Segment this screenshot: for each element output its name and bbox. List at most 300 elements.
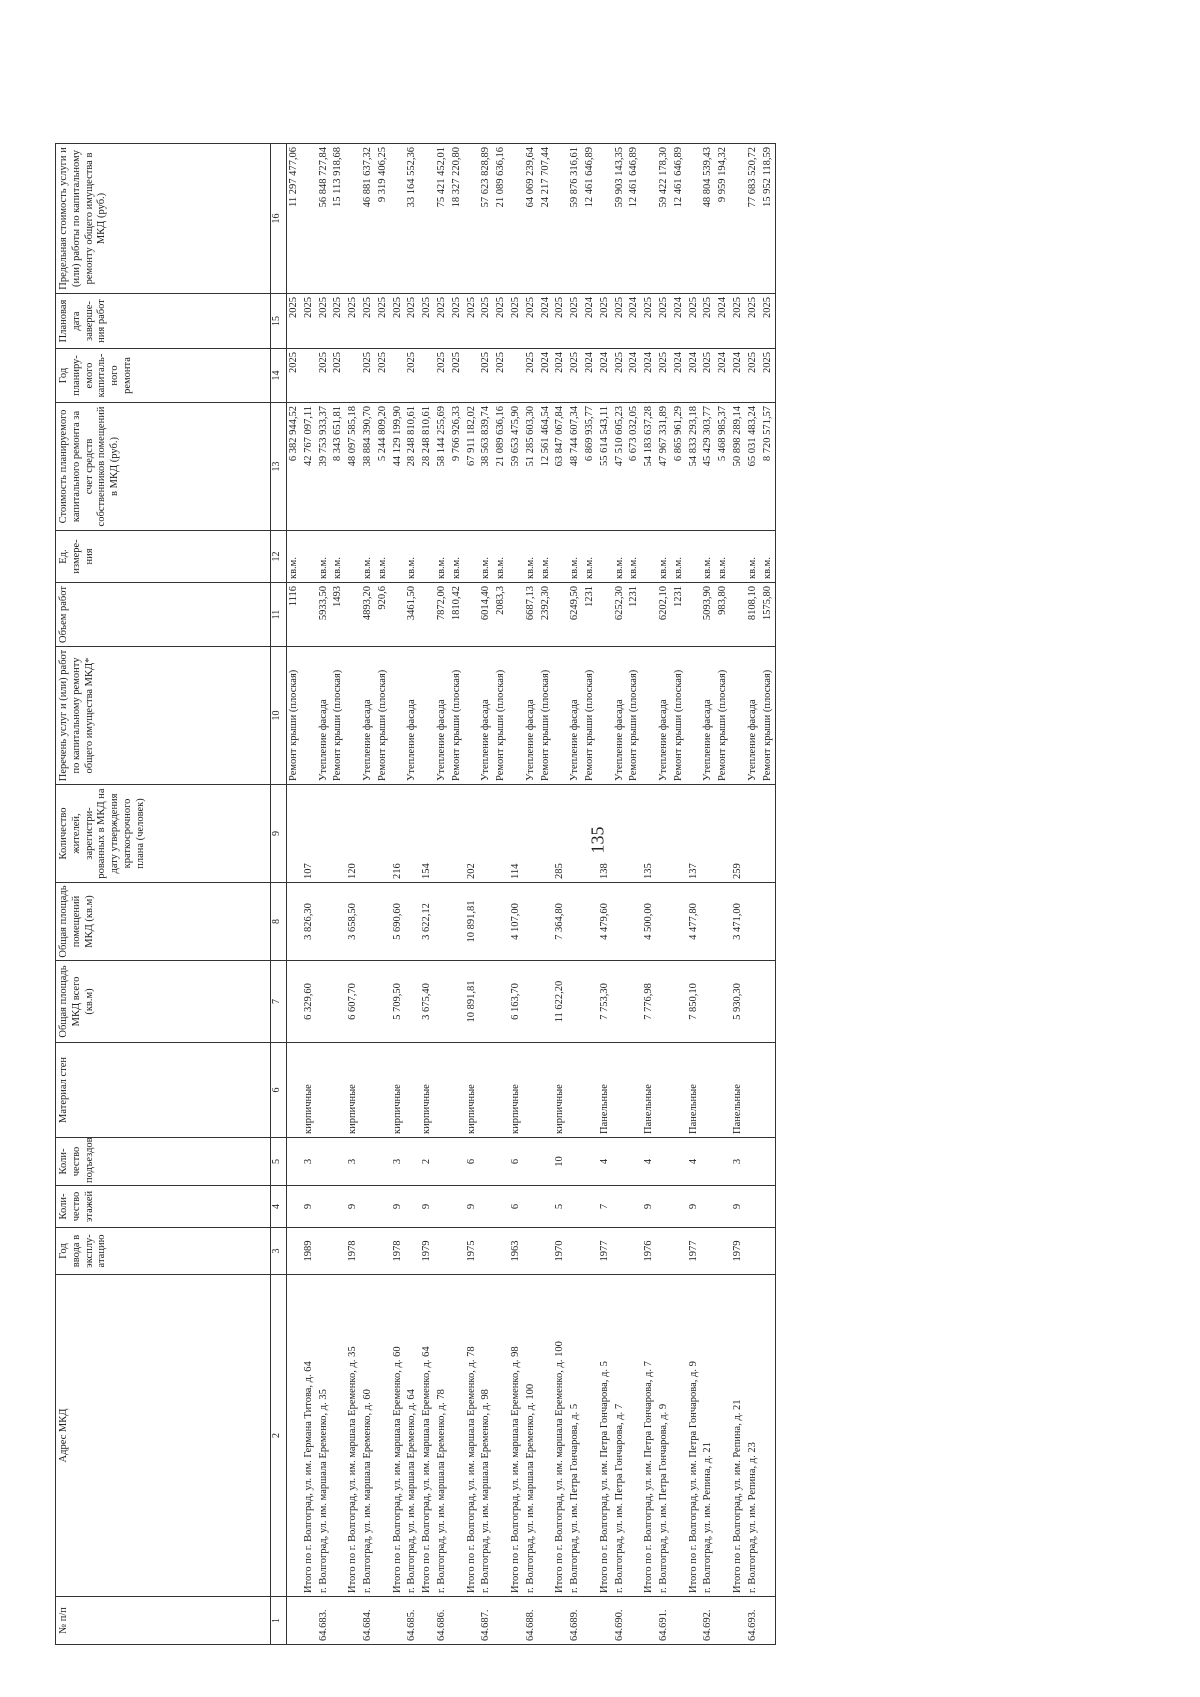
table-cell: 64.683. xyxy=(317,1597,332,1645)
table-cell xyxy=(553,144,568,294)
table-cell xyxy=(435,1228,450,1275)
table-cell: 10 891,81 xyxy=(465,961,480,1043)
table-cell xyxy=(568,883,583,961)
column-header: Ед. измере-ния xyxy=(56,531,271,583)
table-cell: 4 xyxy=(598,1138,613,1186)
table-cell: 1979 xyxy=(731,1228,746,1275)
table-cell xyxy=(761,1228,776,1275)
table-cell: г. Волгоград, ул. им. маршала Еременко, д. 35 xyxy=(317,1275,332,1597)
table-cell: 2025 xyxy=(553,294,568,349)
table-cell: 45 429 303,77 xyxy=(701,403,716,531)
table-cell: г. Волгоград, ул. им. маршала Еременко, д. 60 xyxy=(361,1275,376,1597)
table-cell: 28 248 810,61 xyxy=(405,403,420,531)
table-cell: 2025 xyxy=(761,294,776,349)
table-cell: 2025 xyxy=(509,294,524,349)
table-cell xyxy=(524,1228,539,1275)
table-cell xyxy=(509,583,524,647)
table-cell: Утепление фасада xyxy=(524,647,539,785)
table-cell: 2025 xyxy=(613,349,628,403)
table-cell xyxy=(361,1228,376,1275)
table-cell: 2025 xyxy=(657,349,672,403)
table-cell: 44 129 199,90 xyxy=(391,403,406,531)
table-cell: 1116 xyxy=(287,583,302,647)
table-cell: кирпичные xyxy=(346,1043,361,1138)
table-cell: кв.м. xyxy=(479,531,494,583)
table-cell xyxy=(657,785,672,883)
table-cell: кв.м. xyxy=(746,531,761,583)
table-cell: 5 244 809,20 xyxy=(376,403,391,531)
table-cell: кирпичные xyxy=(302,1043,317,1138)
column-header: Плановая дата заверше-ния работ xyxy=(56,294,271,349)
table-cell: 2025 xyxy=(420,294,435,349)
table-cell xyxy=(716,1186,731,1228)
table-cell xyxy=(420,531,435,583)
table-cell: 8 343 651,81 xyxy=(331,403,346,531)
table-cell: Утепление фасада xyxy=(746,647,761,785)
table-cell: Ремонт крыши (плоская) xyxy=(494,647,509,785)
table-cell xyxy=(687,1597,702,1645)
table-cell: г. Волгоград, ул. им. маршала Еременко, д. 100 xyxy=(524,1275,539,1597)
table-cell: 64.684. xyxy=(361,1597,376,1645)
table-cell: 77 683 520,72 xyxy=(746,144,761,294)
table-cell: 2024 xyxy=(731,349,746,403)
table-cell: 11 622,20 xyxy=(553,961,568,1043)
table-cell xyxy=(672,1043,687,1138)
table-cell: 1978 xyxy=(346,1228,361,1275)
table-cell: 2025 xyxy=(287,294,302,349)
table-cell xyxy=(494,1138,509,1186)
table-cell xyxy=(479,785,494,883)
table-cell: Итого по г. Волгоград, ул. им. маршала Еременко, д. 78 xyxy=(465,1275,480,1597)
table-cell xyxy=(731,1597,746,1645)
table-cell xyxy=(553,1597,568,1645)
table-cell xyxy=(494,785,509,883)
table-cell: 48 097 585,18 xyxy=(346,403,361,531)
table-cell xyxy=(435,1138,450,1186)
table-cell: г. Волгоград, ул. им. маршала Еременко, д. 64 xyxy=(405,1275,420,1597)
column-number: 11 xyxy=(271,583,287,647)
table-cell: кв.м. xyxy=(701,531,716,583)
table-cell: 7872,00 xyxy=(435,583,450,647)
table-cell xyxy=(672,785,687,883)
table-cell: 1231 xyxy=(627,583,642,647)
table-cell: 3 xyxy=(391,1138,406,1186)
table-cell: 216 xyxy=(391,785,406,883)
table-cell: 114 xyxy=(509,785,524,883)
table-cell xyxy=(331,1186,346,1228)
table-cell xyxy=(701,1228,716,1275)
table-cell xyxy=(761,1186,776,1228)
table-cell: 202 xyxy=(465,785,480,883)
table-cell xyxy=(376,1228,391,1275)
table-cell: 2024 xyxy=(627,294,642,349)
table-cell xyxy=(331,785,346,883)
table-cell xyxy=(450,785,465,883)
table-cell: 2024 xyxy=(598,349,613,403)
table-cell: 9 319 406,25 xyxy=(376,144,391,294)
column-number: 6 xyxy=(271,1043,287,1138)
table-cell xyxy=(598,144,613,294)
table-cell: Утепление фасада xyxy=(361,647,376,785)
table-cell: 5 xyxy=(553,1186,568,1228)
table-cell: 24 217 707,44 xyxy=(539,144,554,294)
table-cell: Итого по г. Волгоград, ул. им. маршала Еременко, д. 64 xyxy=(420,1275,435,1597)
column-header: Количество жителей, зарегистри-рованных в МКД на дату утверждения краткосрочного плана (человек) xyxy=(56,785,271,883)
table-cell xyxy=(391,531,406,583)
table-cell: Итого по г. Волгоград, ул. им. Петра Гончарова, д. 5 xyxy=(598,1275,613,1597)
table-cell: 6 329,60 xyxy=(302,961,317,1043)
table-cell: 2024 xyxy=(687,349,702,403)
table-cell xyxy=(435,1043,450,1138)
table-cell: г. Волгоград, ул. им. Репина, д. 21 xyxy=(701,1275,716,1597)
table-cell xyxy=(450,883,465,961)
table-cell xyxy=(450,1138,465,1186)
table-cell xyxy=(553,647,568,785)
table-cell: 3 xyxy=(302,1138,317,1186)
table-cell xyxy=(701,883,716,961)
table-cell xyxy=(731,144,746,294)
total-row xyxy=(731,144,746,1645)
column-header: Перечень услуг и (или) работ по капитальному ремонту общего имущества МКД* xyxy=(56,647,271,785)
table-cell xyxy=(450,1275,465,1597)
table-cell xyxy=(509,647,524,785)
table-cell xyxy=(509,349,524,403)
table-cell xyxy=(657,1228,672,1275)
total-row xyxy=(687,144,702,1645)
table-row xyxy=(287,144,302,1645)
table-cell xyxy=(494,961,509,1043)
table-cell: 154 xyxy=(420,785,435,883)
table-row xyxy=(524,144,539,1645)
table-row xyxy=(701,144,716,1645)
table-cell xyxy=(539,785,554,883)
column-header: Объем работ xyxy=(56,583,271,647)
table-cell: г. Волгоград, ул. им. маршала Еременко, д. 78 xyxy=(435,1275,450,1597)
table-cell: 3 xyxy=(731,1138,746,1186)
table-cell: 38 884 390,70 xyxy=(361,403,376,531)
table-cell: 5093,90 xyxy=(701,583,716,647)
table-cell xyxy=(598,583,613,647)
table-cell xyxy=(346,1597,361,1645)
column-number: 10 xyxy=(271,647,287,785)
table-cell: 9 xyxy=(731,1186,746,1228)
table-row xyxy=(716,144,731,1645)
table-cell xyxy=(287,1043,302,1138)
table-cell xyxy=(553,583,568,647)
table-cell: 46 881 637,32 xyxy=(361,144,376,294)
table-cell xyxy=(672,1228,687,1275)
table-cell xyxy=(687,647,702,785)
table-cell: г. Волгоград, ул. им. маршала Еременко, д. 98 xyxy=(479,1275,494,1597)
table-cell: 2025 xyxy=(331,349,346,403)
table-cell: Панельные xyxy=(731,1043,746,1138)
table-cell xyxy=(731,583,746,647)
table-row xyxy=(376,144,391,1645)
total-row xyxy=(346,144,361,1645)
table-cell: кв.м. xyxy=(716,531,731,583)
table-cell xyxy=(627,883,642,961)
table-cell: Итого по г. Волгоград, ул. им. Петра Гончарова, д. 9 xyxy=(687,1275,702,1597)
table-cell: 55 614 543,11 xyxy=(598,403,613,531)
table-cell xyxy=(317,1228,332,1275)
table-cell xyxy=(613,883,628,961)
table-cell xyxy=(494,1275,509,1597)
table-cell xyxy=(672,883,687,961)
table-cell xyxy=(509,1597,524,1645)
table-cell xyxy=(761,1138,776,1186)
table-cell xyxy=(450,1597,465,1645)
table-cell: 259 xyxy=(731,785,746,883)
table-cell: 6 163,70 xyxy=(509,961,524,1043)
table-cell: 3 675,40 xyxy=(420,961,435,1043)
table-cell xyxy=(287,1138,302,1186)
table-cell xyxy=(657,883,672,961)
table-cell xyxy=(568,961,583,1043)
header-row xyxy=(56,144,271,1645)
table-cell xyxy=(494,883,509,961)
table-cell: 4 477,80 xyxy=(687,883,702,961)
table-cell: 2025 xyxy=(317,294,332,349)
table-cell: 5 930,30 xyxy=(731,961,746,1043)
table-cell: 10 891,81 xyxy=(465,883,480,961)
table-cell xyxy=(524,1043,539,1138)
table-cell: 3 622,12 xyxy=(420,883,435,961)
table-cell xyxy=(346,531,361,583)
table-cell xyxy=(716,1138,731,1186)
table-cell: 59 422 178,30 xyxy=(657,144,672,294)
table-cell: 12 461 646,89 xyxy=(672,144,687,294)
table-cell: 2025 xyxy=(450,294,465,349)
table-cell xyxy=(420,349,435,403)
table-cell: 39 753 933,37 xyxy=(317,403,332,531)
table-cell xyxy=(642,531,657,583)
table-cell: 64.688. xyxy=(524,1597,539,1645)
table-cell: 2025 xyxy=(450,349,465,403)
table-cell: 138 xyxy=(598,785,613,883)
table-cell: 5 690,60 xyxy=(391,883,406,961)
table-row xyxy=(405,144,420,1645)
column-header: Коли-чество этажей xyxy=(56,1186,271,1228)
table-cell: 1231 xyxy=(583,583,598,647)
table-cell: Утепление фасада xyxy=(317,647,332,785)
table-cell: 54 833 293,18 xyxy=(687,403,702,531)
table-cell: 1977 xyxy=(598,1228,613,1275)
table-cell xyxy=(465,583,480,647)
table-cell xyxy=(361,883,376,961)
page-number: 135 xyxy=(587,826,608,854)
table-cell: Итого по г. Волгоград, ул. им. маршала Еременко, д. 35 xyxy=(346,1275,361,1597)
table-cell: Утепление фасада xyxy=(435,647,450,785)
table-cell: 9 xyxy=(465,1186,480,1228)
column-number: 8 xyxy=(271,883,287,961)
table-cell: 6252,30 xyxy=(613,583,628,647)
table-cell xyxy=(539,961,554,1043)
table-row xyxy=(657,144,672,1645)
table-cell: 9 xyxy=(420,1186,435,1228)
table-row xyxy=(331,144,346,1645)
table-cell xyxy=(331,1043,346,1138)
table-cell: 2025 xyxy=(568,294,583,349)
table-cell: кирпичные xyxy=(420,1043,435,1138)
table-cell: 9 xyxy=(642,1186,657,1228)
column-header: № п/п xyxy=(56,1597,271,1645)
table-cell xyxy=(391,583,406,647)
table-cell xyxy=(317,883,332,961)
table-cell xyxy=(465,531,480,583)
table-row xyxy=(746,144,761,1645)
table-row xyxy=(435,144,450,1645)
table-cell: Панельные xyxy=(687,1043,702,1138)
table-cell xyxy=(391,144,406,294)
table-cell xyxy=(479,1138,494,1186)
table-cell xyxy=(761,1275,776,1597)
table-cell: 3 826,30 xyxy=(302,883,317,961)
table-cell xyxy=(376,961,391,1043)
table-cell xyxy=(331,1597,346,1645)
table-cell: 7 776,98 xyxy=(642,961,657,1043)
table-cell: 9 xyxy=(391,1186,406,1228)
table-cell: Ремонт крыши (плоская) xyxy=(376,647,391,785)
table-cell: 21 089 636,16 xyxy=(494,144,509,294)
column-header: Год ввода в эксплу-атацию xyxy=(56,1228,271,1275)
table-cell xyxy=(376,1043,391,1138)
table-row xyxy=(450,144,465,1645)
table-cell xyxy=(302,531,317,583)
table-cell xyxy=(539,1186,554,1228)
table-cell: 64.687. xyxy=(479,1597,494,1645)
table-cell: 2025 xyxy=(524,294,539,349)
table-cell: 3 658,50 xyxy=(346,883,361,961)
table-cell xyxy=(317,1043,332,1138)
table-cell: 135 xyxy=(642,785,657,883)
table-cell: 2024 xyxy=(583,294,598,349)
table-cell xyxy=(346,647,361,785)
table-cell: 6014,40 xyxy=(479,583,494,647)
table-cell: Ремонт крыши (плоская) xyxy=(450,647,465,785)
table-cell: 7 364,80 xyxy=(553,883,568,961)
table-cell xyxy=(405,1043,420,1138)
table-cell: кв.м. xyxy=(317,531,332,583)
table-cell xyxy=(539,1138,554,1186)
table-cell xyxy=(302,349,317,403)
table-cell xyxy=(435,1186,450,1228)
table-cell: Панельные xyxy=(642,1043,657,1138)
table-row xyxy=(672,144,687,1645)
table-cell: 6 xyxy=(465,1138,480,1186)
table-cell: 2025 xyxy=(346,294,361,349)
table-cell xyxy=(553,531,568,583)
table-cell xyxy=(405,883,420,961)
table-cell: 2025 xyxy=(331,294,346,349)
table-cell: 7 xyxy=(598,1186,613,1228)
table-cell: Итого по г. Волгоград, ул. им. Германа Титова, д. 64 xyxy=(302,1275,317,1597)
table-cell xyxy=(598,1597,613,1645)
table-cell xyxy=(539,1597,554,1645)
table-cell xyxy=(583,1043,598,1138)
table-cell: 65 031 483,24 xyxy=(746,403,761,531)
table-cell xyxy=(568,785,583,883)
table-cell: 64.685. xyxy=(405,1597,420,1645)
table-cell: 1979 xyxy=(420,1228,435,1275)
table-cell xyxy=(435,961,450,1043)
table-cell xyxy=(420,583,435,647)
table-cell xyxy=(420,144,435,294)
table-cell xyxy=(287,883,302,961)
table-cell: 2025 xyxy=(568,349,583,403)
table-cell: 48 804 539,43 xyxy=(701,144,716,294)
table-cell: 2025 xyxy=(598,294,613,349)
table-cell: 47 967 331,89 xyxy=(657,403,672,531)
table-cell: 54 183 637,28 xyxy=(642,403,657,531)
column-number: 1 xyxy=(271,1597,287,1645)
total-row xyxy=(642,144,657,1645)
table-row xyxy=(568,144,583,1645)
table-cell: Утепление фасада xyxy=(568,647,583,785)
table-cell xyxy=(701,785,716,883)
table-cell: 1810,42 xyxy=(450,583,465,647)
table-cell xyxy=(302,1597,317,1645)
table-cell: кв.м. xyxy=(761,531,776,583)
table-cell: 9 959 194,32 xyxy=(716,144,731,294)
column-number: 16 xyxy=(271,144,287,294)
table-cell xyxy=(627,785,642,883)
table-cell xyxy=(613,1186,628,1228)
table-cell: 6249,50 xyxy=(568,583,583,647)
column-header: Коли-чество подъездов xyxy=(56,1138,271,1186)
table-cell: 920,6 xyxy=(376,583,391,647)
table-cell xyxy=(331,1275,346,1597)
table-cell xyxy=(524,785,539,883)
table-cell: 18 327 220,80 xyxy=(450,144,465,294)
table-cell: 59 653 475,90 xyxy=(509,403,524,531)
table-cell xyxy=(716,1597,731,1645)
table-cell: г. Волгоград, ул. им. Петра Гончарова, д. 5 xyxy=(568,1275,583,1597)
table-cell: 2025 xyxy=(761,349,776,403)
column-header: Стоимость планируемого капитального ремонта за счет средств собственников помещений в МКД (руб.) xyxy=(56,403,271,531)
table-cell: 2025 xyxy=(361,294,376,349)
table-cell xyxy=(761,785,776,883)
column-header: Год планиру-емого капиталь-ного ремонта xyxy=(56,349,271,403)
table-cell: 57 623 828,89 xyxy=(479,144,494,294)
table-cell: 15 952 118,59 xyxy=(761,144,776,294)
table-cell xyxy=(568,1186,583,1228)
table-cell: Итого по г. Волгоград, ул. им. Петра Гончарова, д. 7 xyxy=(642,1275,657,1597)
table-cell: 5 468 985,37 xyxy=(716,403,731,531)
table-cell: 15 113 918,68 xyxy=(331,144,346,294)
table-cell xyxy=(539,1275,554,1597)
column-number: 4 xyxy=(271,1186,287,1228)
column-number: 3 xyxy=(271,1228,287,1275)
table-cell: 2025 xyxy=(701,294,716,349)
table-cell xyxy=(613,961,628,1043)
table-cell xyxy=(465,144,480,294)
table-cell xyxy=(613,1228,628,1275)
table-cell: 285 xyxy=(553,785,568,883)
table-cell xyxy=(583,1138,598,1186)
table-cell xyxy=(746,1043,761,1138)
table-cell: 2024 xyxy=(539,349,554,403)
table-cell: 2025 xyxy=(746,294,761,349)
table-cell: 2025 xyxy=(376,349,391,403)
table-cell xyxy=(761,883,776,961)
table-cell xyxy=(583,961,598,1043)
table-cell xyxy=(657,1186,672,1228)
table-cell xyxy=(627,1597,642,1645)
table-cell: 6202,10 xyxy=(657,583,672,647)
table-cell: 59 903 143,35 xyxy=(613,144,628,294)
table-cell xyxy=(391,647,406,785)
table-cell: кирпичные xyxy=(553,1043,568,1138)
